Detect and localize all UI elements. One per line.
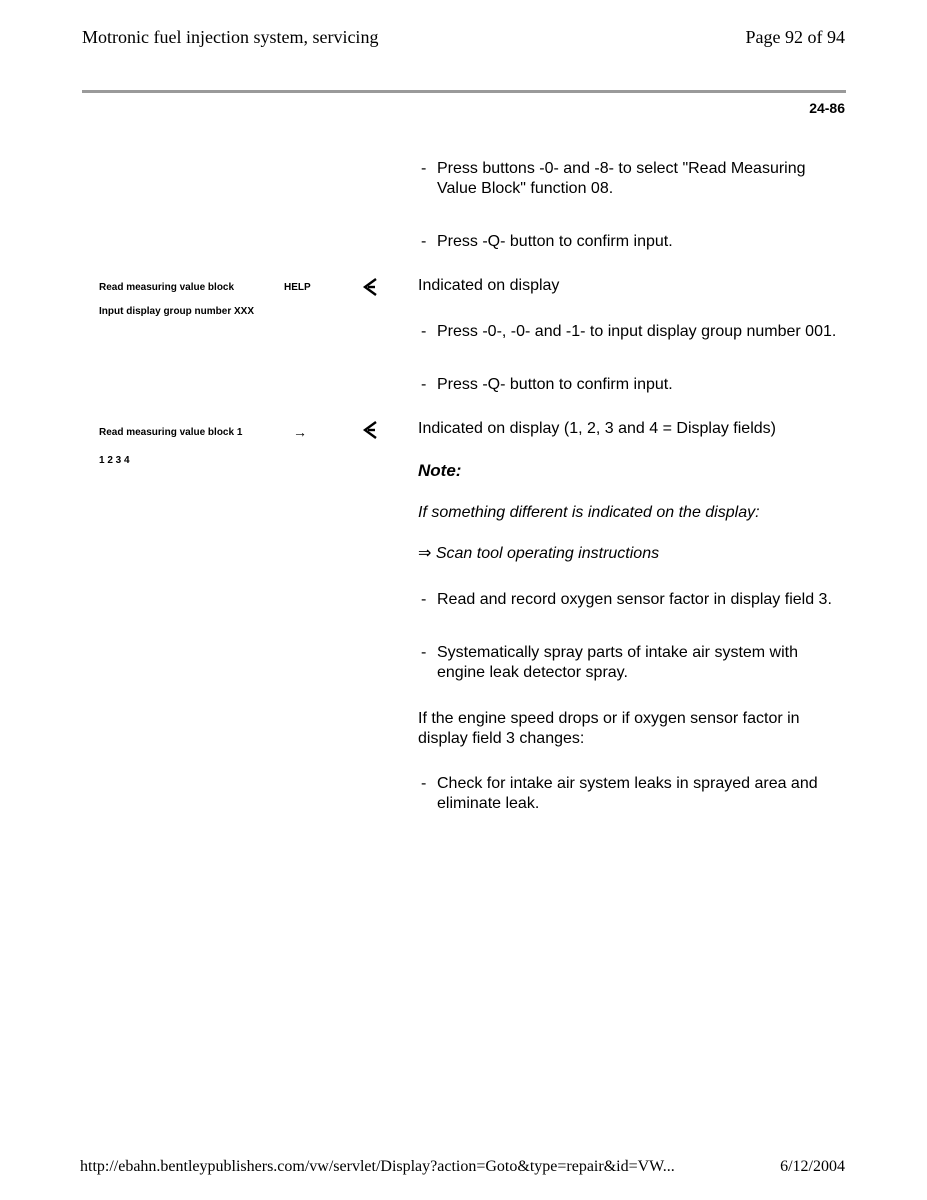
indicated-on-display: Indicated on display bbox=[418, 277, 560, 294]
step-record-factor bbox=[421, 590, 841, 610]
arrowhead-left-icon-svg bbox=[362, 277, 378, 297]
double-right-arrow-icon: ⇒ bbox=[418, 545, 432, 562]
step-dash: - bbox=[421, 233, 427, 250]
step-text: Check for intake air system leaks in sprayed area and eliminate leak. bbox=[437, 775, 818, 812]
step-spray-parts bbox=[421, 643, 841, 683]
note-text: If something different is indicated on the display: bbox=[418, 504, 760, 521]
note-reference-text: Scan tool operating instructions bbox=[435, 545, 660, 562]
display-line-2: Input display group number XXX bbox=[99, 306, 255, 317]
step-dash: - bbox=[421, 775, 427, 792]
step-dash: - bbox=[421, 160, 427, 177]
right-arrow-icon: → bbox=[293, 424, 307, 440]
step-text: Press -0-, -0- and -1- to input display group number 001. bbox=[437, 323, 837, 340]
step-confirm-input bbox=[421, 232, 841, 252]
display-help-label: HELP bbox=[284, 282, 311, 293]
step-select-function bbox=[421, 159, 841, 199]
arrowhead-left-icon-svg bbox=[362, 420, 378, 440]
step-text: Systematically spray parts of intake air system with engine leak detector spray. bbox=[437, 644, 799, 681]
header-title: Motronic fuel injection system, servicing bbox=[82, 27, 379, 47]
step-text: Press -Q- button to confirm input. bbox=[437, 233, 673, 250]
arrowhead-left-icon bbox=[362, 277, 378, 302]
step-dash: - bbox=[421, 323, 427, 340]
display-line-1: Read measuring value block bbox=[99, 282, 235, 293]
arrowhead-left-icon bbox=[362, 420, 378, 445]
note-heading: Note: bbox=[418, 461, 462, 480]
step-dash: - bbox=[421, 591, 427, 608]
indicated-on-display: Indicated on display (1, 2, 3 and 4 = Display fields) bbox=[418, 420, 776, 437]
step-text: Press buttons -0- and -8- to select "Read Measuring Value Block" function 08. bbox=[437, 160, 806, 197]
footer-date: 6/12/2004 bbox=[780, 1158, 845, 1175]
step-text: Press -Q- button to confirm input. bbox=[437, 376, 673, 393]
footer-url: http://ebahn.bentleypublishers.com/vw/servlet/Display?action=Goto&type=repair&id=VW... bbox=[80, 1158, 675, 1175]
display-line-2: 1 2 3 4 bbox=[99, 455, 130, 466]
display-line-1: Read measuring value block 1 bbox=[99, 427, 243, 438]
page-code: 24-86 bbox=[809, 100, 845, 116]
condition-text: If the engine speed drops or if oxygen sensor factor in display field 3 changes: bbox=[418, 710, 800, 747]
step-confirm-input-2 bbox=[421, 375, 841, 395]
header-divider bbox=[82, 90, 846, 93]
step-text: Read and record oxygen sensor factor in display field 3. bbox=[437, 591, 832, 608]
note-reference bbox=[418, 544, 659, 564]
step-dash: - bbox=[421, 376, 427, 393]
step-check-leaks bbox=[421, 774, 841, 814]
step-input-group bbox=[421, 322, 841, 342]
step-dash: - bbox=[421, 644, 427, 661]
page-number: Page 92 of 94 bbox=[745, 27, 845, 47]
